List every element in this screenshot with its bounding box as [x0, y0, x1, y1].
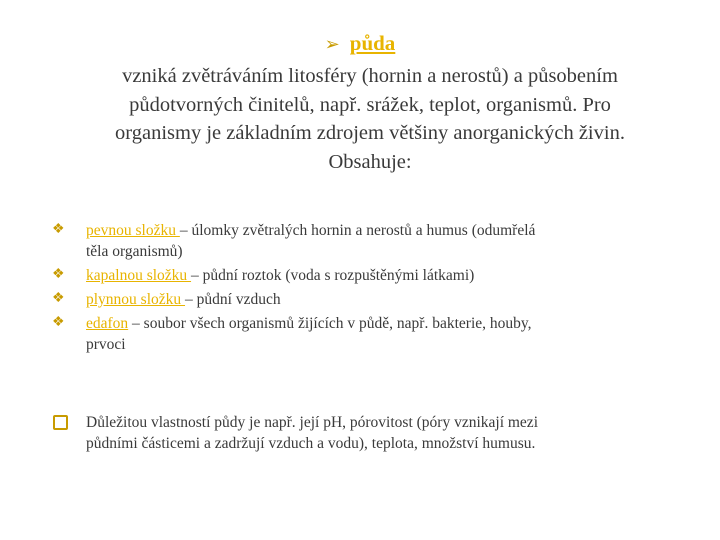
list-item-desc: – soubor všech organismů žijících v půdě, např. bakterie, houby,	[128, 315, 532, 332]
heading-title: půda	[349, 31, 396, 55]
diamond-bullet-icon: ❖	[52, 315, 65, 330]
list-item-desc: – půdní vzduch	[185, 291, 281, 308]
note-paragraph	[52, 412, 682, 454]
arrow-bullet-icon: ➢	[324, 34, 340, 54]
list-item-desc-cont: prvoci	[86, 336, 126, 353]
intro-paragraph	[60, 62, 680, 176]
square-bullet-icon	[53, 415, 68, 430]
list-item-term: edafon	[86, 315, 129, 332]
intro-line: organismy je základním zdrojem většiny anorganických živin.	[115, 122, 625, 144]
list-item-term: kapalnou složku	[86, 267, 192, 284]
list-item	[52, 220, 682, 262]
list-item	[52, 265, 682, 286]
diamond-bullet-icon: ❖	[52, 291, 65, 306]
diamond-bullet-icon: ❖	[52, 222, 65, 237]
list-item	[52, 313, 682, 355]
intro-line: půdotvorných činitelů, např. srážek, teplot, organismů. Pro	[129, 93, 611, 116]
note-line: Důležitou vlastností půdy je např. její pH, pórovitost (póry vznikají mezi	[86, 414, 538, 431]
list-item-desc: – úlomky zvětralých hornin a nerostů a humus (odumřelá	[179, 222, 536, 239]
list-item	[52, 289, 682, 310]
list-item-desc: – půdní roztok (voda s rozpuštěnými látkami)	[191, 267, 475, 284]
list-item-term: pevnou složku	[86, 222, 180, 239]
intro-line: vzniká zvětráváním litosféry (hornin a nerostů) a působením	[122, 65, 618, 87]
intro-line: Obsahuje:	[328, 150, 412, 173]
heading	[0, 30, 720, 57]
list-item-term: plynnou složku	[86, 291, 186, 308]
note-line: půdními částicemi a zadržují vzduch a vodu), teplota, množství humusu.	[86, 435, 536, 452]
list-item-desc-cont: těla organismů)	[86, 243, 183, 260]
diamond-bullet-icon: ❖	[52, 267, 65, 282]
components-list	[52, 220, 682, 358]
